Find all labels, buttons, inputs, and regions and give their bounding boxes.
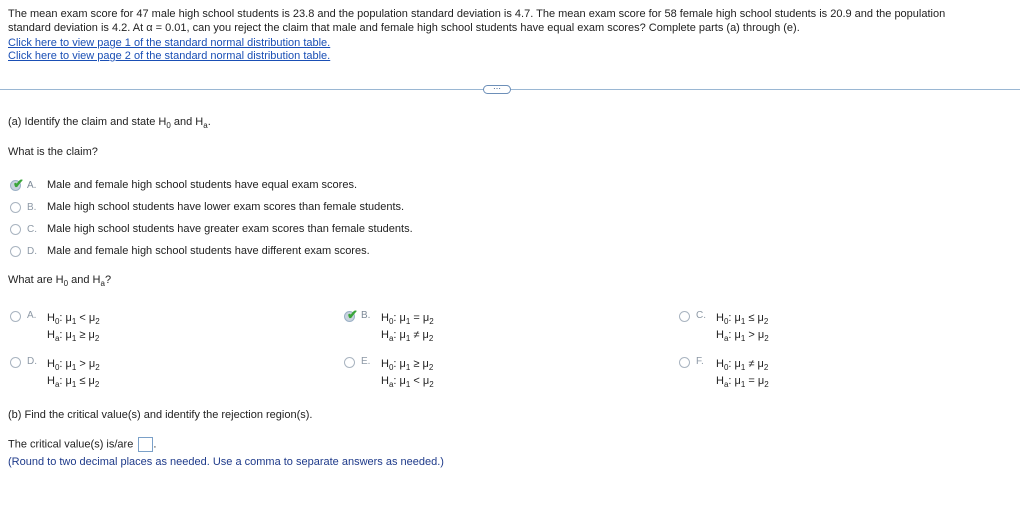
hyp-option-a[interactable]: A. $H_0$: $\mu_1 < \mu_2$ $H_a$: $\mu_1 \ge \mu_2$ xyxy=(10,310,100,344)
h0-line: $H_0$: $\mu_1 < \mu_2$ xyxy=(47,312,100,326)
ha-line: $H_a$: $\mu_1 < \mu_2$ xyxy=(381,375,434,389)
ha-line: $H_a$: $\mu_1 \ne \mu_2$ xyxy=(381,329,434,343)
h0-line: $H_0$: $\mu_1 \ge \mu_2$ xyxy=(381,358,434,372)
radio-icon[interactable] xyxy=(679,311,690,322)
question-line-2: standard deviation is 4.2. At α = 0.01, can you reject the claim that male and female high school students have equal exam scores? Complete parts (a) through (e). xyxy=(8,22,800,34)
claim-option-text: Male high school students have lower exam scores than female students. xyxy=(47,201,405,213)
claim-option-b[interactable]: B. Male high school students have lower exam scores than female students. xyxy=(10,200,404,214)
ha-line: $H_a$: $\mu_1 \ge \mu_2$ xyxy=(47,329,100,343)
normal-table-page1-link[interactable]: Click here to view page 1 of the standard normal distribution table. xyxy=(8,37,331,49)
checkmark-icon: ✔ xyxy=(347,307,358,322)
hypotheses-question: What are $H_0$ and $H_a$? xyxy=(8,274,112,288)
radio-selected-icon[interactable] xyxy=(10,175,24,191)
rounding-note: (Round to two decimal places as needed. Use a comma to separate answers as needed.) xyxy=(8,456,444,468)
normal-table-page2-link[interactable]: Click here to view page 2 of the standard normal distribution table. xyxy=(8,50,331,62)
checkmark-icon: ✔ xyxy=(13,175,24,191)
part-a-heading: (a) Identify the claim and state $H_0$ and $H_a$. xyxy=(8,116,211,130)
part-b-heading: (b) Find the critical value(s) and identify the rejection region(s). xyxy=(8,409,313,421)
radio-icon[interactable] xyxy=(10,246,21,257)
ha-line: $H_a$: $\mu_1 = \mu_2$ xyxy=(716,375,769,389)
claim-option-text: Male high school students have greater exam scores than female students. xyxy=(47,223,413,235)
radio-selected-icon[interactable] xyxy=(344,307,358,322)
hyp-option-d[interactable]: D. $H_0$: $\mu_1 > \mu_2$ $H_a$: $\mu_1 \le \mu_2$ xyxy=(10,356,100,390)
hyp-option-e[interactable]: E. $H_0$: $\mu_1 \ge \mu_2$ $H_a$: $\mu_1 < \mu_2$ xyxy=(344,356,434,390)
question-text xyxy=(8,7,1013,35)
radio-icon[interactable] xyxy=(10,224,21,235)
claim-option-a[interactable]: ✔ A. Male and female high school students have equal exam scores. xyxy=(10,178,357,192)
question-line-1: The mean exam score for 47 male high school students is 23.8 and the population standard deviation is 4.7. The mean exam score for 58 female high school students is 20.9 and the population xyxy=(8,8,946,20)
ha-line: $H_a$: $\mu_1 > \mu_2$ xyxy=(716,329,769,343)
h0-line: $H_0$: $\mu_1 = \mu_2$ xyxy=(381,312,434,326)
critical-value-row: The critical value(s) is/are . xyxy=(8,438,157,451)
claim-question: What is the claim? xyxy=(8,146,98,158)
more-options-button[interactable]: ⋯ xyxy=(483,85,511,94)
radio-icon[interactable] xyxy=(10,357,21,368)
h0-line: $H_0$: $\mu_1 > \mu_2$ xyxy=(47,358,100,372)
hyp-option-c[interactable]: C. $H_0$: $\mu_1 \le \mu_2$ $H_a$: $\mu_1 > \mu_2$ xyxy=(679,310,769,344)
radio-icon[interactable] xyxy=(679,357,690,368)
h0-line: $H_0$: $\mu_1 \ne \mu_2$ xyxy=(716,358,769,372)
critical-value-input[interactable] xyxy=(138,437,153,452)
radio-icon[interactable] xyxy=(10,311,21,322)
claim-option-c[interactable]: C. Male high school students have greater exam scores than female students. xyxy=(10,222,413,236)
radio-icon[interactable] xyxy=(344,357,355,368)
radio-icon[interactable] xyxy=(10,202,21,213)
h0-line: $H_0$: $\mu_1 \le \mu_2$ xyxy=(716,312,769,326)
hyp-option-b[interactable]: ✔ B. $H_0$: $\mu_1 = \mu_2$ $H_a$: $\mu_1 \ne \mu_2$ xyxy=(344,310,434,344)
claim-option-text: Male and female high school students have different exam scores. xyxy=(47,245,370,257)
hyp-option-f[interactable]: F. $H_0$: $\mu_1 \ne \mu_2$ $H_a$: $\mu_1 = \mu_2$ xyxy=(679,356,769,390)
claim-option-text: Male and female high school students have equal exam scores. xyxy=(47,179,358,191)
ha-line: $H_a$: $\mu_1 \le \mu_2$ xyxy=(47,375,100,389)
claim-option-d[interactable]: D. Male and female high school students have different exam scores. xyxy=(10,244,370,258)
